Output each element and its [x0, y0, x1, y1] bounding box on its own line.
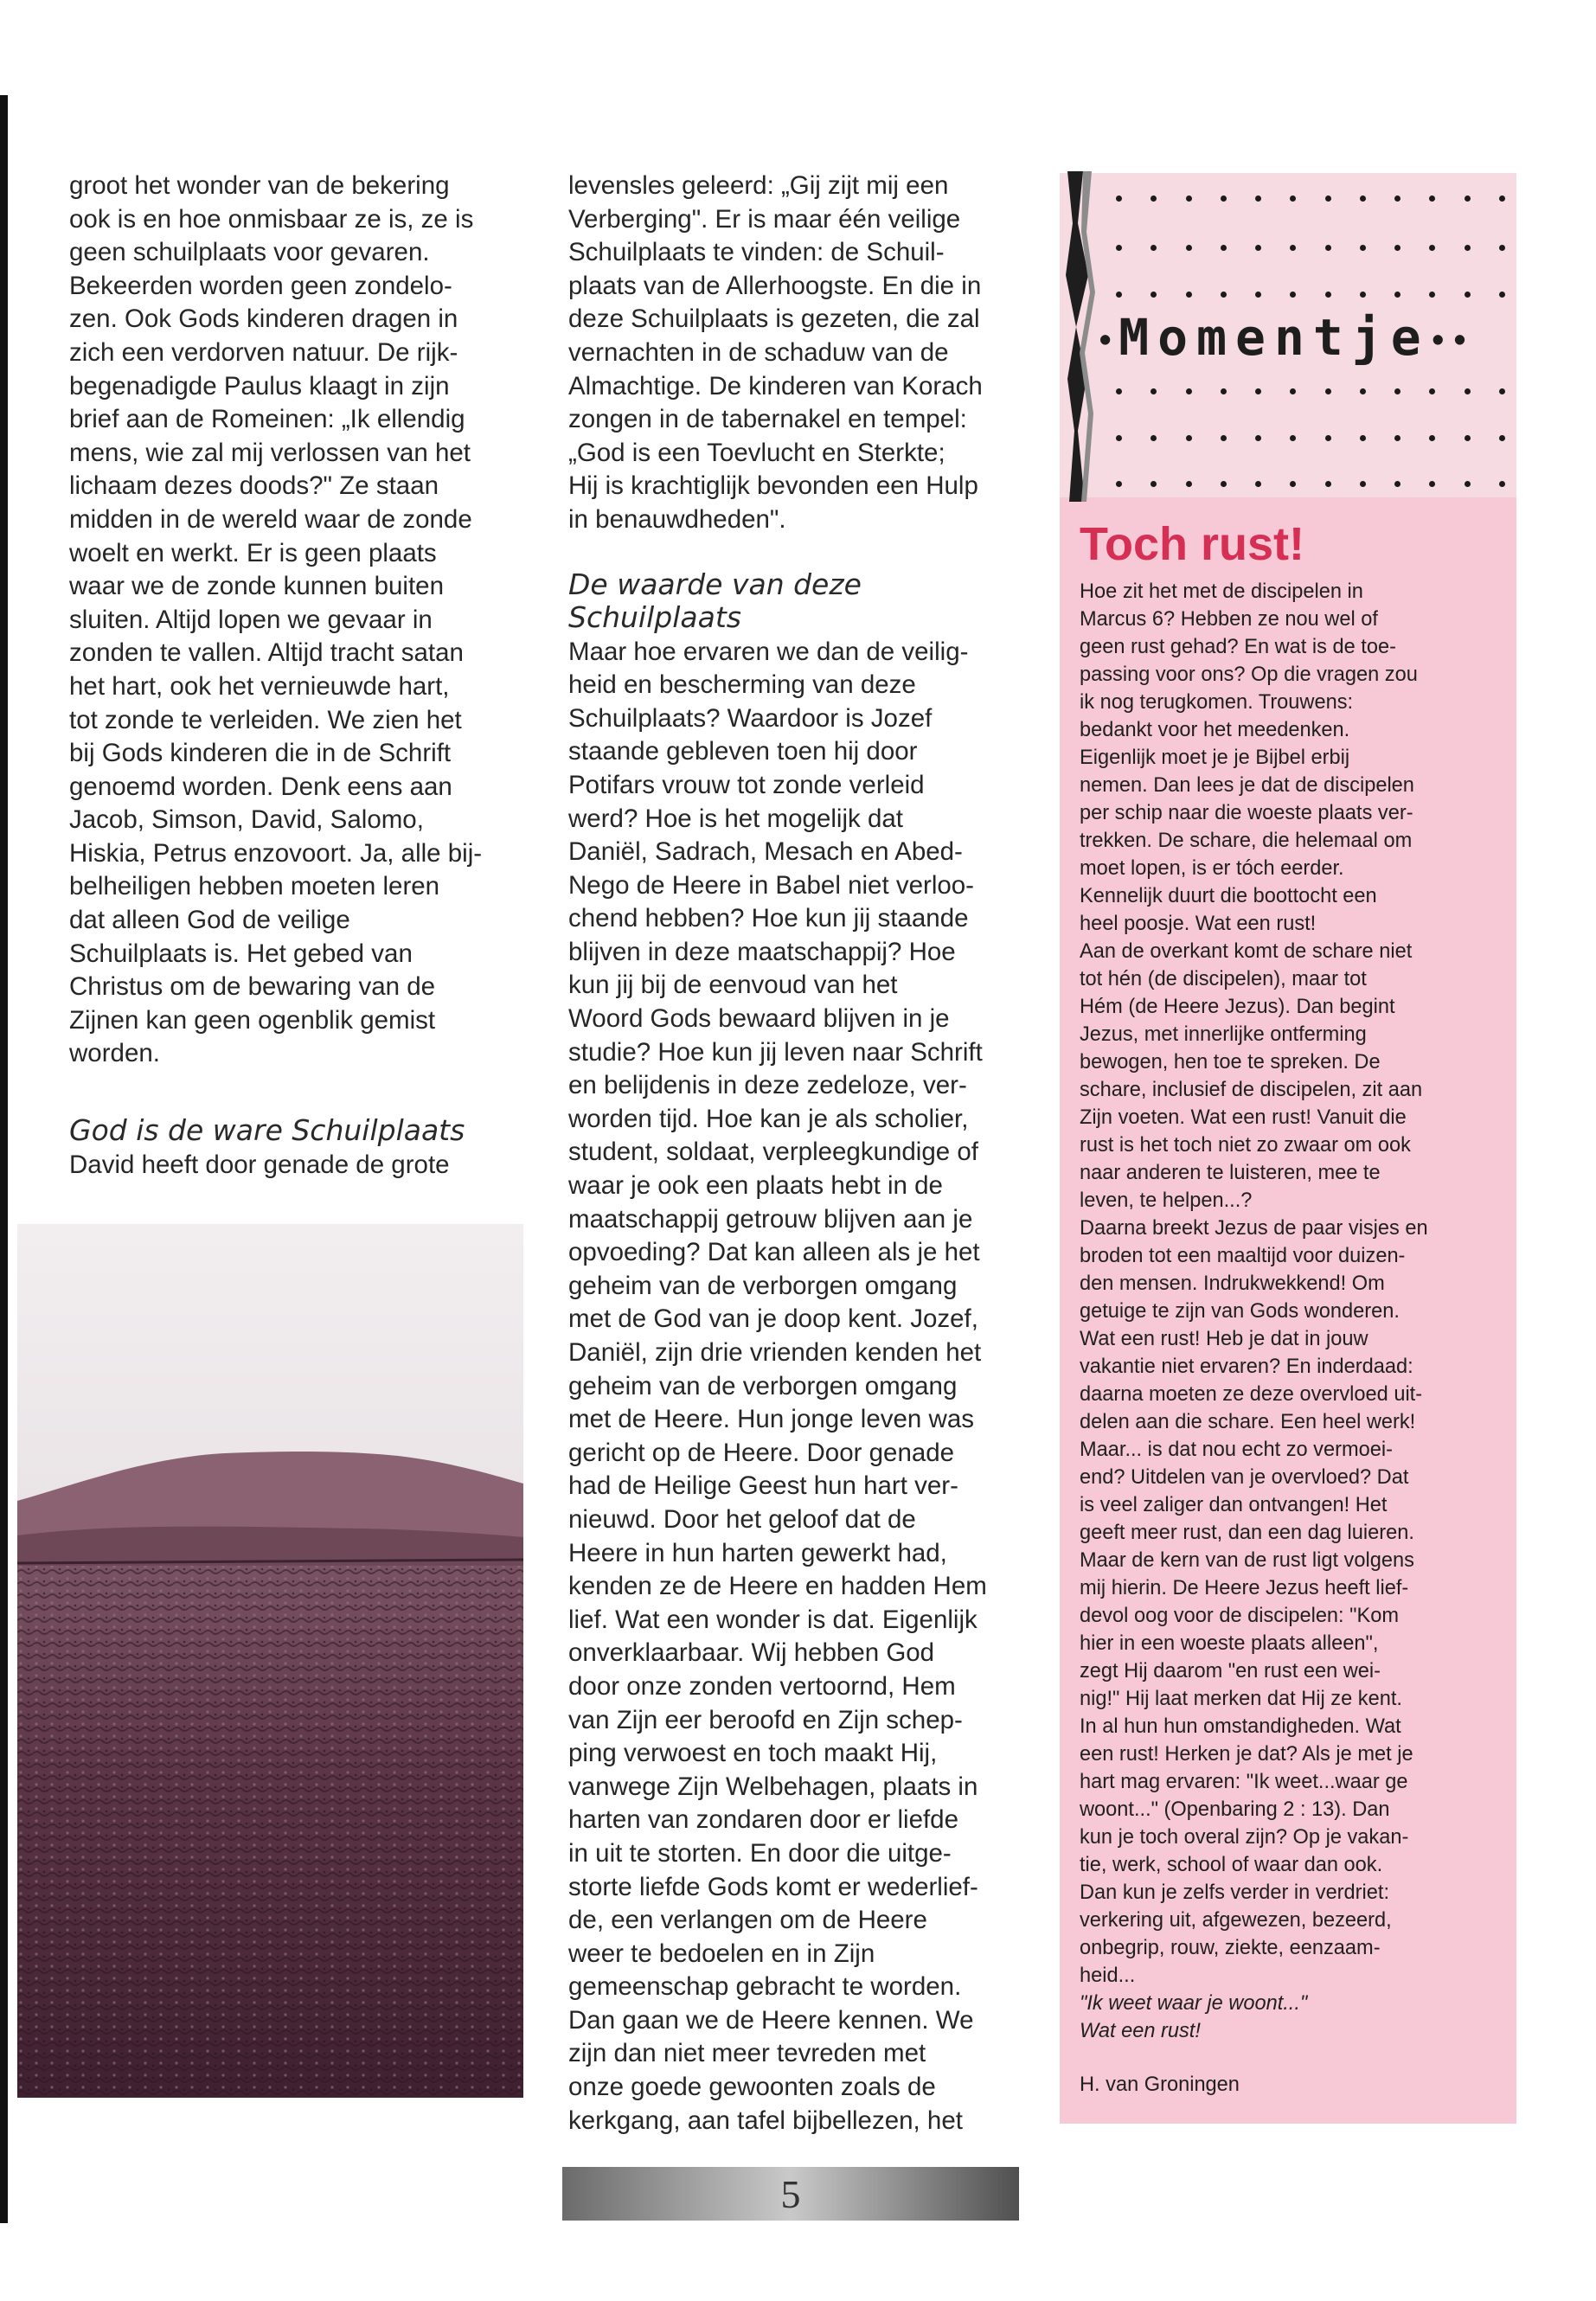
left-page-rule — [0, 95, 8, 2223]
page-number: 5 — [780, 2172, 801, 2216]
column2-paragraph-2: Maar hoe ervaren we dan de veilig- heid en bescherming van deze Schuilplaats? Waardoor is Jozef staande gebleven toen hij door Potifars vrouw tot zonde verleid werd? Hoe is het mogelijk dat Daniël, Sadrach, Mesach en Abed- Nego de Heere in Babel niet verloo- chend hebben? Hoe kun jij staande blijven in deze maatschappij? Hoe kun jij bij de eenvoud van het Woord Gods bewaard blijven in je studie? Hoe kun jij leven naar Schrift en belijdenis in deze zedeloze, ver- worden tijd. Hoe kan je als scholier, student, soldaat, verpleegkundige of waar je ook een plaats hebt in de maatschappij getrouw blijven aan je opvoeding? Dat kan alleen als je het geheim van de verborgen omgang met de God van je doop kent. Jozef, Daniël, zijn drie vrienden kenden het geheim van de verborgen omgang met de Heere. Hun jonge leven was gericht op de Heere. Door genade had de Heilige Geest hun hart ver- nieuwd. Door het geloof dat de Heere in hun harten gewerkt had, kenden ze de Heere en hadden Hem lief. Wat een wonder is dat. Eigenlijk onverklaarbaar. Wij hebben God door onze zonden vertoornd, Hem van Zijn eer beroofd en Zijn schep- ping verwoest en toch maakt Hij, vanwege Zijn Welbehagen, plaats in harten van zondaren door er liefde in uit te storten. En door die uitge- storte liefde Gods komt er wederlief- de, een verlangen om de Heere weer te bedoelen en in Zijn gemeenschap gebracht te worden. Dan gaan we de Heere kennen. We zijn dan niet meer tevreden met onze goede gewoonten zoals de kerkgang, aan tafel bijbellezen, het — [568, 637, 987, 2135]
title-dot-decoration: •• — [1429, 324, 1474, 357]
column1-paragraph-2: David heeft door genade de grote — [69, 1150, 450, 1180]
dot-row — [1116, 292, 1505, 298]
column2-paragraph-1: levensles geleerd: „Gij zijt mij een Verberging". Er is maar één veilige Schuilplaats te vinden: de Schuil- plaats van de Allerhoogste. En die in deze Schuilplaats is gezeten, die zal vernachten in de schaduw van de Almachtige. De kinderen van Korach zongen in de tabernakel en tempel: „God is een Toevlucht en Sterkte; Hij is krachtiglijk bevonden een Hulp in benauwdheden". — [568, 171, 983, 534]
sidebar-body — [1080, 578, 1503, 2099]
sidebar-quote: "Ik weet waar je woont..." Wat een rust! — [1080, 1992, 1308, 2042]
column-2 — [568, 170, 1035, 2138]
column1-heading: God is de ware Schuilplaats — [69, 1113, 465, 1148]
momentje-label: Momentje — [1118, 308, 1430, 367]
dot-row — [1116, 481, 1505, 487]
dot-row — [1116, 245, 1505, 251]
title-dot-decoration: • — [1097, 324, 1119, 357]
dot-row — [1116, 388, 1505, 394]
dot-row — [1116, 195, 1505, 202]
landscape-photo — [17, 1224, 523, 2098]
momentje-title — [1097, 307, 1512, 371]
column1-paragraph-1: groot het wonder van de bekering ook is en hoe onmisbaar ze is, ze is geen schuilplaats voor gevaren. Bekeerden worden geen zondelo- zen. Ook Gods kinderen dragen in zich een verdorven natuur. De rijk- begenadigde Paulus klaagt in zijn brief aan de Romeinen: „Ik ellendig mens, wie zal mij verlossen van het lichaam dezes doods?" Ze staan midden in de wereld waar de zonde woelt en werkt. Er is geen plaats waar we de zonde kunnen buiten sluiten. Altijd lopen we gevaar in zonden te vallen. Altijd tracht satan het hart, ook het vernieuwde hart, tot zonde te verleiden. We zien het bij Gods kinderen die in de Schrift genoemd worden. Denk eens aan Jacob, Simson, David, Salomo, Hiskia, Petrus enzovoort. Ja, alle bij- belheiligen hebben moeten leren dat alleen God de veilige Schuilplaats is. Het gebed van Christus om de bewaring van de Zijnen kan geen ogenblik gemist worden. — [69, 171, 483, 1068]
column2-heading: De waarde van deze Schuilplaats — [568, 567, 862, 634]
sidebar-text: Hoe zit het met de discipelen in Marcus 6? Hebben ze nou wel of geen rust gehad? En wat is de toe- passing voor ons? Op die vragen zou ik nog terugkomen. Trouwens: bedankt voor het meedenken. Eigenlijk moet je je Bijbel erbij nemen. Dan lees je dat de discipelen per schip naar die woeste plaats ver- trekken. De schare, die helemaal om moet lopen, is er tóch eerder. Kennelijk duurt die boottocht een heel poosje. Wat een rust! Aan de overkant komt de schare niet tot hén (de discipelen), maar tot Hém (de Heere Jezus). Dan begint Jezus, met innerlijke ontferming bewogen, hen toe te spreken. De schare, inclusief de discipelen, zit aan Zijn voeten. Wat een rust! Vanuit die rust is het toch niet zo zwaar om ook naar anderen te luisteren, mee te leven, te helpen...? Daarna breekt Jezus de paar visjes en broden tot een maaltijd voor duizen- den mensen. Indrukwekkend! Om getuige te zijn van Gods wonderen. Wat een rust! Heb je dat in jouw vakantie niet ervaren? En inderdaad: daarna moeten ze deze overvloed uit- delen aan die schare. Een heel werk! Maar... is dat nou echt zo vermoei- end? Uitdelen van je overvloed? Dat is veel zaliger dan ontvangen! Het geeft meer rust, dan een dag luieren. Maar de kern van de rust ligt volgens mij hierin. De Heere Jezus heeft lief- devol oog voor de discipelen: "Kom hier in een woeste plaats alleen", zegt Hij daarom "en rust een wei- nig!" Hij laat merken dat Hij ze kent. In al hun hun omstandigheden. Wat een rust! Herken je dat? Als je met je hart mag ervaren: "Ik weet...waar ge woont..." (Openbaring 2 : 13). Dan kun je toch overal zijn? Op je vakan- tie, werk, school of waar dan ook. Dan kun je zelfs verder in verdriet: verkering uit, afgewezen, bezeerd, onbegrip, rouw, ziekte, eenzaam- heid... — [1080, 580, 1428, 1987]
sidebar-title: Toch rust! — [1080, 518, 1304, 570]
column-1 — [69, 170, 528, 1183]
zigzag-ribbon-decoration — [1062, 171, 1100, 502]
sidebar-signature: H. van Groningen — [1080, 2073, 1240, 2096]
dot-row — [1116, 435, 1505, 441]
